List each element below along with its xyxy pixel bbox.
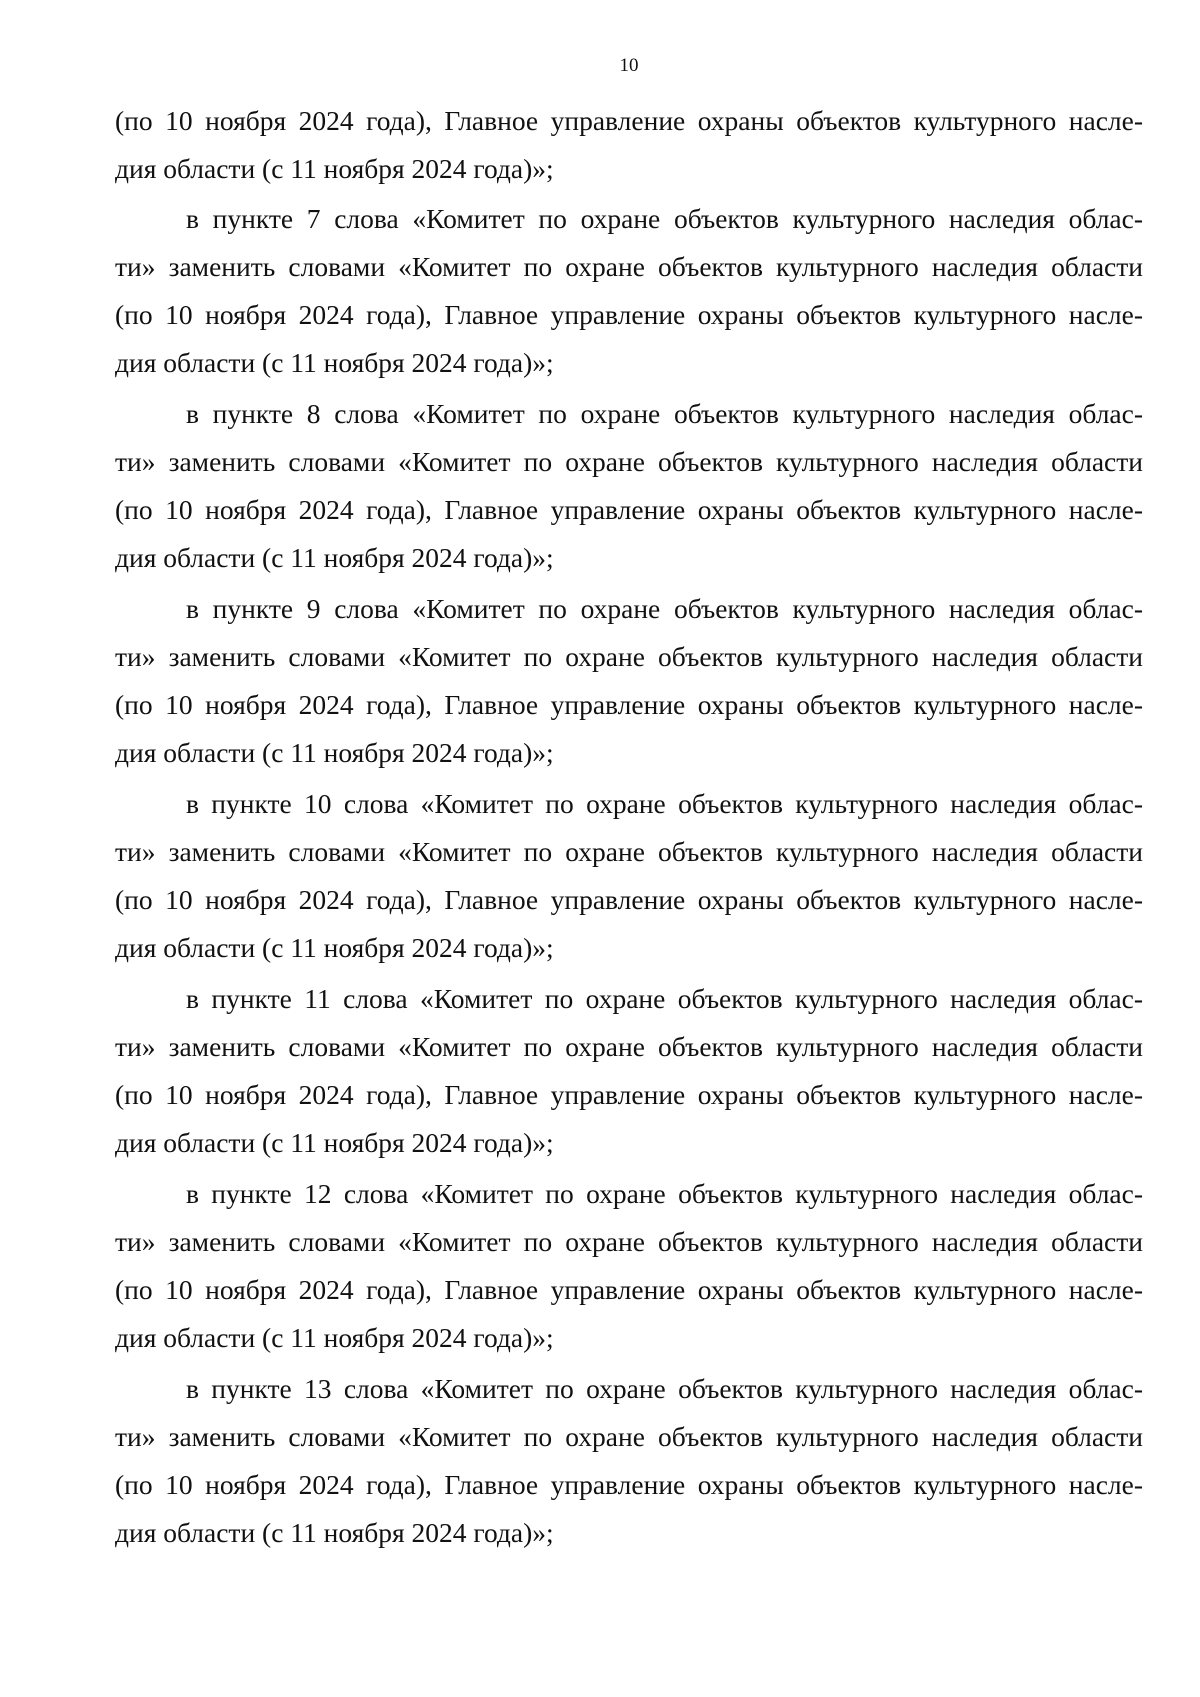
paragraph-first-line: в пункте 13 слова «Комитет по охране объектов культурного наследия облас-: [186, 1373, 1143, 1404]
text-line: дия области (с 11 ноября 2024 года)»;: [115, 542, 554, 573]
paragraph-first-line: в пункте 9 слова «Комитет по охране объектов культурного наследия облас-: [186, 593, 1143, 624]
text-line: ти» заменить словами «Комитет по охране объектов культурного наследия области: [115, 251, 1143, 282]
page-number: 10: [619, 55, 639, 76]
text-line: (по 10 ноября 2024 года), Главное управление охраны объектов культурного насле-: [115, 1274, 1143, 1305]
text-line: (по 10 ноября 2024 года), Главное управление охраны объектов культурного насле-: [115, 299, 1143, 330]
text-line: дия области (с 11 ноября 2024 года)»;: [115, 1517, 554, 1548]
text-line: (по 10 ноября 2024 года), Главное управление охраны объектов культурного насле-: [115, 105, 1143, 136]
text-line: ти» заменить словами «Комитет по охране объектов культурного наследия области: [115, 641, 1143, 672]
text-line: ти» заменить словами «Комитет по охране объектов культурного наследия области: [115, 836, 1143, 867]
text-line: (по 10 ноября 2024 года), Главное управление охраны объектов культурного насле-: [115, 1469, 1143, 1500]
text-line: (по 10 ноября 2024 года), Главное управление охраны объектов культурного насле-: [115, 884, 1143, 915]
paragraph-first-line: в пункте 12 слова «Комитет по охране объектов культурного наследия облас-: [186, 1178, 1143, 1209]
text-line: (по 10 ноября 2024 года), Главное управление охраны объектов культурного насле-: [115, 689, 1143, 720]
text-line: дия области (с 11 ноября 2024 года)»;: [115, 737, 554, 768]
text-line: дия области (с 11 ноября 2024 года)»;: [115, 1322, 554, 1353]
text-line: дия области (с 11 ноября 2024 года)»;: [115, 932, 554, 963]
text-line: (по 10 ноября 2024 года), Главное управление охраны объектов культурного насле-: [115, 1079, 1143, 1110]
paragraph-first-line: в пункте 8 слова «Комитет по охране объектов культурного наследия облас-: [186, 398, 1143, 429]
text-line: ти» заменить словами «Комитет по охране объектов культурного наследия области: [115, 1421, 1143, 1452]
text-line: дия области (с 11 ноября 2024 года)»;: [115, 347, 554, 378]
paragraph-first-line: в пункте 11 слова «Комитет по охране объектов культурного наследия облас-: [186, 983, 1143, 1014]
text-line: дия области (с 11 ноября 2024 года)»;: [115, 1127, 554, 1158]
text-line: (по 10 ноября 2024 года), Главное управление охраны объектов культурного насле-: [115, 494, 1143, 525]
text-line: ти» заменить словами «Комитет по охране объектов культурного наследия области: [115, 1031, 1143, 1062]
text-line: ти» заменить словами «Комитет по охране объектов культурного наследия области: [115, 1226, 1143, 1257]
paragraph-first-line: в пункте 10 слова «Комитет по охране объектов культурного наследия облас-: [186, 788, 1143, 819]
paragraph-first-line: в пункте 7 слова «Комитет по охране объектов культурного наследия облас-: [186, 203, 1143, 234]
text-line: дия области (с 11 ноября 2024 года)»;: [115, 153, 554, 184]
text-line: ти» заменить словами «Комитет по охране объектов культурного наследия области: [115, 446, 1143, 477]
